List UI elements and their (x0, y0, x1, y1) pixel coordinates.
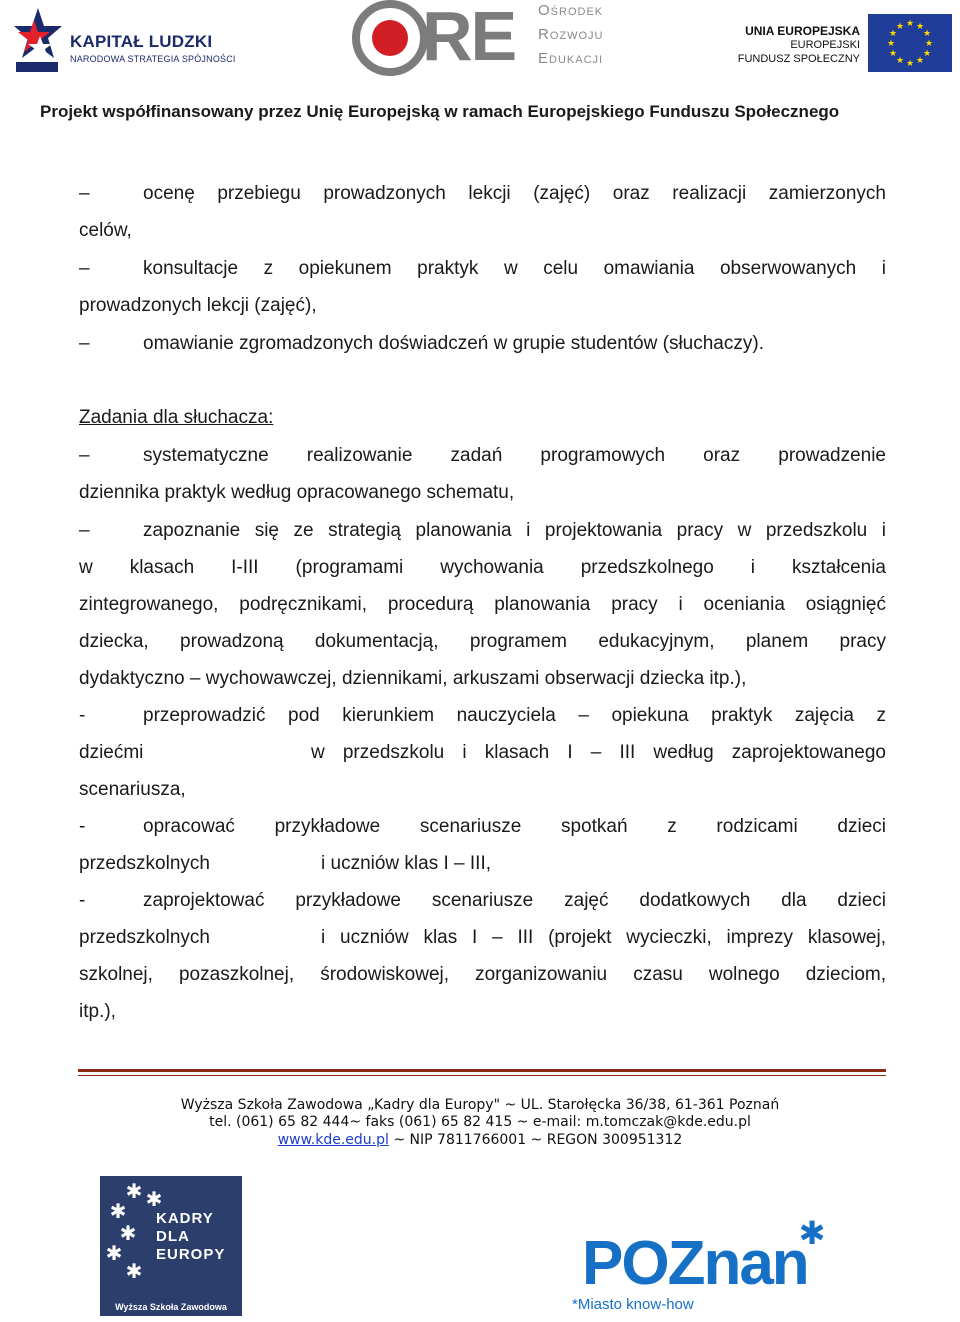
svg-text:★: ★ (905, 19, 915, 29)
task-continuation: itp.), (79, 1001, 116, 1022)
svg-text:✱: ✱ (109, 1199, 127, 1223)
list-item: ocenę przebiegu prowadzonych lekcji (zajęć) oraz realizacji zamierzonych (143, 183, 886, 204)
list-item: konsultacje z opiekunem praktyk w celu omawiania obserwowanych i (143, 258, 886, 279)
eu-logo (700, 10, 952, 74)
ore-circle-icon (352, 0, 428, 76)
ore-line-3: Edukacji (538, 50, 604, 67)
task-hyphen: - (79, 890, 86, 911)
svg-text:★: ★ (915, 56, 925, 66)
ore-logo (352, 0, 614, 76)
task-continuation: i uczniów klas I – III (projekt wycieczki, imprezy klasowej, (321, 927, 886, 948)
website-link[interactable]: www.kde.edu.pl (277, 1132, 389, 1148)
svg-text:★: ★ (895, 56, 905, 66)
footer-divider (78, 1069, 886, 1072)
kapital-ludzki-title: KAPITAŁ LUDZKI (70, 32, 213, 51)
svg-text:✱: ✱ (119, 1221, 137, 1245)
task-continuation: scenariusza, (79, 779, 186, 800)
list-dash: – (79, 258, 90, 279)
svg-text:★: ★ (888, 49, 898, 59)
task-dash: – (79, 445, 90, 466)
kde-line-3: EUROPY (156, 1246, 226, 1263)
task-item: systematyczne realizowanie zadań programowych oraz prowadzenie (143, 445, 886, 466)
kde-line-2: DLA (156, 1228, 190, 1245)
task-continuation: przedszkolnych (79, 927, 210, 948)
kapital-ludzki-logo (10, 6, 250, 76)
list-dash: – (79, 333, 90, 354)
svg-text:✱: ✱ (105, 1241, 123, 1265)
poznan-tagline: *Miasto know-how (572, 1296, 694, 1313)
eu-flag-icon (868, 14, 952, 72)
svg-text:★: ★ (915, 22, 925, 32)
ore-mark: RE (422, 0, 516, 75)
list-item-continuation: prowadzonych lekcji (zajęć), (79, 295, 317, 316)
poznan-logo (568, 1214, 848, 1320)
svg-text:★: ★ (895, 22, 905, 32)
svg-text:✱: ✱ (145, 1187, 163, 1211)
footer-registry-text: ~ NIP 7811766001 ~ REGON 300951312 (388, 1132, 683, 1148)
kadry-dla-europy-logo (100, 1176, 242, 1316)
project-cofinancing-line: Projekt współfinansowany przez Unię Europejską w ramach Europejskiego Funduszu Społecznego (40, 102, 840, 121)
task-hyphen: - (79, 705, 86, 726)
svg-text:★: ★ (924, 39, 934, 49)
task-hyphen: - (79, 816, 86, 837)
svg-text:★: ★ (922, 29, 932, 39)
footer-contact: tel. (061) 65 82 444~ faks (061) 65 82 415 ~ e-mail: m.tomczak@kde.edu.pl (209, 1114, 751, 1130)
svg-text:✱: ✱ (798, 1214, 826, 1252)
ore-line-2: Rozwoju (538, 26, 604, 43)
task-item: przeprowadzić pod kierunkiem nauczyciela – opiekuna praktyk zajęcia z (143, 705, 886, 726)
eu-line-1: UNIA EUROPEJSKA (745, 24, 860, 38)
task-continuation: zintegrowanego, podręcznikami, procedurą planowania pracy i oceniania osiągnięć (79, 594, 886, 615)
svg-text:★: ★ (888, 29, 898, 39)
section-heading: Zadania dla słuchacza: (79, 407, 274, 428)
footer-address: Wyższa Szkoła Zawodowa „Kadry dla Europy" ~ UL. Starołęcka 36/38, 61-361 Poznań (180, 1097, 780, 1113)
task-continuation: w klasach I-III (programami wychowania przedszkolnego i kształcenia (79, 557, 886, 578)
task-item: opracować przykładowe scenariusze spotkań z rodzicami dzieci (143, 816, 886, 837)
list-dash: – (79, 183, 90, 204)
footer-divider-thin (78, 1075, 886, 1076)
poznan-word: POZnan (582, 1229, 808, 1298)
task-item: zaprojektować przykładowe scenariusze zajęć dodatkowych dla dzieci (143, 890, 886, 911)
footer-registry (0, 1132, 960, 1149)
task-continuation: i uczniów klas I – III, (321, 853, 492, 874)
stars-icon (104, 1178, 164, 1288)
list-item-continuation: celów, (79, 220, 132, 241)
list-item: omawianie zgromadzonych doświadczeń w grupie studentów (słuchaczy). (143, 333, 764, 354)
eu-line-3: FUNDUSZ SPOŁECZNY (737, 53, 860, 65)
task-item: zapoznanie się ze strategią planowania i projektowania pracy w przedszkolu i (143, 520, 886, 541)
task-continuation: dziećmi (79, 742, 144, 763)
task-continuation: w przedszkolu i klasach I – III według zaprojektowanego (311, 742, 886, 763)
task-continuation: dydaktyczno – wychowawczej, dziennikami, arkuszami obserwacji dziecka itp.), (79, 668, 747, 689)
kde-line-1: KADRY (156, 1210, 214, 1227)
ore-line-1: Ośrodek (538, 2, 604, 19)
task-continuation: szkolnej, pozaszkolnej, środowiskowej, zorganizowaniu czasu wolnego dzieciom, (79, 964, 886, 985)
poznan-star-icon (792, 1214, 832, 1254)
task-continuation: dziecka, prowadzoną dokumentacją, programem edukacyjnym, planem pracy (79, 631, 886, 652)
eu-line-2: EUROPEJSKI (790, 39, 860, 51)
svg-text:✱: ✱ (125, 1259, 143, 1283)
task-continuation: dziennika praktyk według opracowanego schematu, (79, 482, 515, 503)
svg-text:★: ★ (922, 49, 932, 59)
kapital-ludzki-emblem-icon (10, 6, 66, 76)
svg-text:★: ★ (886, 39, 896, 49)
kde-bottom-text: Wyższa Szkoła Zawodowa (115, 1302, 227, 1312)
kapital-ludzki-subtitle: NARODOWA STRATEGIA SPÓJNOŚCI (70, 54, 236, 64)
task-continuation: przedszkolnych (79, 853, 210, 874)
svg-text:✱: ✱ (125, 1179, 143, 1203)
task-dash: – (79, 520, 90, 541)
svg-text:★: ★ (905, 59, 915, 69)
